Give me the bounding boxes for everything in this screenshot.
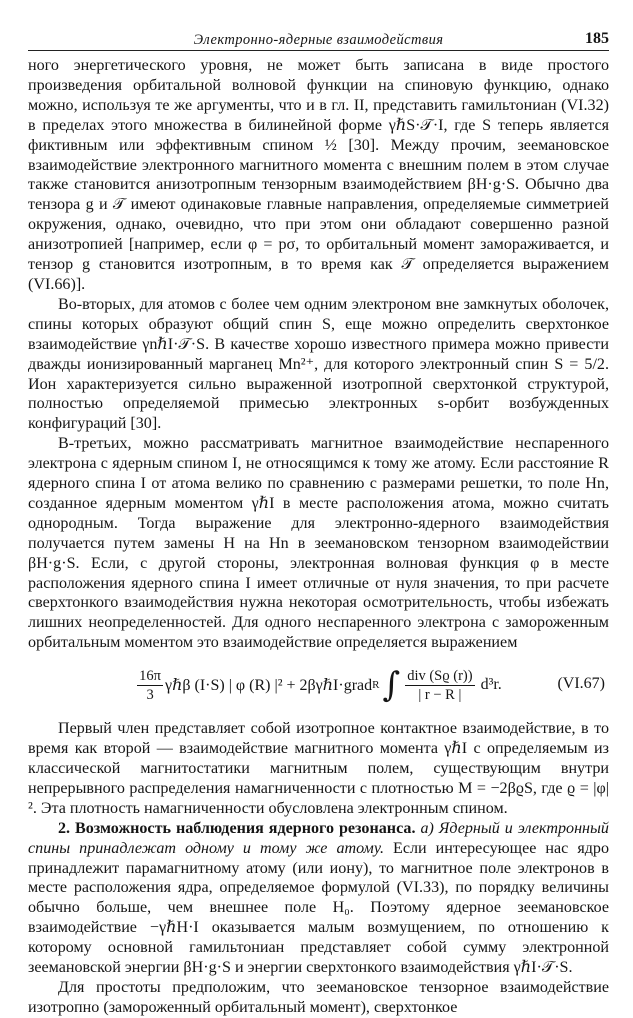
integrand-numerator: div (Sϱ (r))	[407, 667, 473, 684]
equation-number: (VI.67)	[557, 675, 605, 693]
equation-tail: d³r.	[480, 676, 502, 694]
section-text: Если интересующее нас ядро принадлежит парамагнитному атому (или иону), то магнитное поле электронов в месте расположения ядра, определяемое формулой (VI.33), по порядку величины обычно больше, чем внешнее поле H₀. Поэтому ядерное зеемановское взаимодействие −γℏH·I оказывается малым возмущением, по отношению к которому основной гамильтониан представляет собой сумму электронной зеемановской энергии βH·g·S и энергии сверхтонкого взаимодействия γℏI·𝒯·S.	[28, 839, 610, 977]
paragraph-2: Во-вторых, для атомов с более чем одним электроном вне замкнутых оболочек, спины которых образуют общий спин S, еще можно определить сверхтонкое взаимодействие γnℏI·𝒯·S. В качестве хорошо известного примера можно привести дважды ионизированный марганец Mn²⁺, для которого электронный спин S = 5/2. Ион характеризуется сильно выраженной изотропной сверхтонкой структурой, полностью определяемой примесью электронных s-орбит возбужденных конфигураций [30].	[28, 295, 609, 433]
grad-subscript: R	[372, 679, 380, 692]
integral-sign: ∫	[382, 665, 401, 706]
integrand-fraction	[405, 668, 474, 703]
section-subheading: а) Ядерный и электронный спины принадлежат одному и тому же атому.	[28, 819, 609, 857]
fraction-16pi-over-3	[137, 668, 163, 703]
equation-vi-67	[28, 659, 609, 711]
page-number: 185	[585, 30, 609, 47]
fraction-denominator: 3	[146, 686, 154, 703]
paragraph-1: ного энергетического уровня, не может быть записана в виде простого произведения орбитальной волновой функции на спиновую функцию, однако можно, используя те же аргументы, что и в гл. II, представить гамильтониан (VI.32) в пределах этого множества в билинейной форме γℏS·𝒯·I, где S теперь является фиктивным или эффективным спином ½ [30]. Между прочим, зеемановское взаимодействие электронного магнитного момента с внешним полем в этом случае также становится анизотропным тензорным взаимодействием βH·g·S. Обычно два тензора g и 𝒯 имеют одинаковые главные направления, определяемые симметрией окружения, однако, очевидно, что при этом они обладают совершенно разной анизотропией [например, если φ = pσ, то орбитальный момент замораживается, и тензор g становится изотропным, в то время как 𝒯 определяется выражением (VI.66)].	[28, 57, 609, 293]
section-heading: 2. Возможность наблюдения ядерного резонанса.	[58, 819, 416, 837]
fraction-numerator: 16π	[139, 667, 161, 684]
paragraph-4: Первый член представляет собой изотропное контактное взаимодействие, в то время как второй — взаимодействие магнитного момента γℏI с определяемым из классической магнитостатики магнитным полем, существующим внутри непрерывного распределения намагниченности с плотностью M = −2βϱS, где ϱ = |φ|². Эта плотность намагниченности обусловлена электронным спином.	[28, 720, 609, 817]
page-body	[28, 56, 609, 1018]
page-header	[28, 30, 609, 52]
section-paragraph	[28, 819, 609, 978]
equation-term-1: γℏβ (I·S) | φ (R) |² + 2βγℏI·grad	[165, 677, 373, 695]
running-title: Электронно-ядерные взаимодействия	[193, 32, 444, 48]
header-rule	[28, 50, 609, 51]
paragraph-5: Для простоты предположим, что зеемановское тензорное взаимодействие изотропно (замороженный орбитальный момент), сверхтонкое	[28, 978, 609, 1016]
paragraph-3: В-третьих, можно рассматривать магнитное взаимодействие неспаренного электрона с ядерным спином I, не относящимся к тому же атому. Если расстояние R ядерного спина I от атома велико по сравнению с размерами решетки, то поле Hn, созданное ядерным моментом γℏI в месте расположения атома, можно считать однородным. Тогда выражение для электронно-ядерного взаимодействия получается путем замены H на Hn в зеемановском тензорном взаимодействии βH·g·S. Если, с другой стороны, электронная волновая функция φ в месте расположения ядерного спина I имеет отличные от нуля значения, то при расчете сверхтонкого взаимодействия нужна некоторая осмотрительность, чтобы избежать лишних неопределенностей. Для одного неспаренного электрона с замороженным орбитальным моментом это взаимодействие определяется выражением	[28, 435, 609, 652]
integrand-denominator: | r − R |	[418, 686, 462, 703]
